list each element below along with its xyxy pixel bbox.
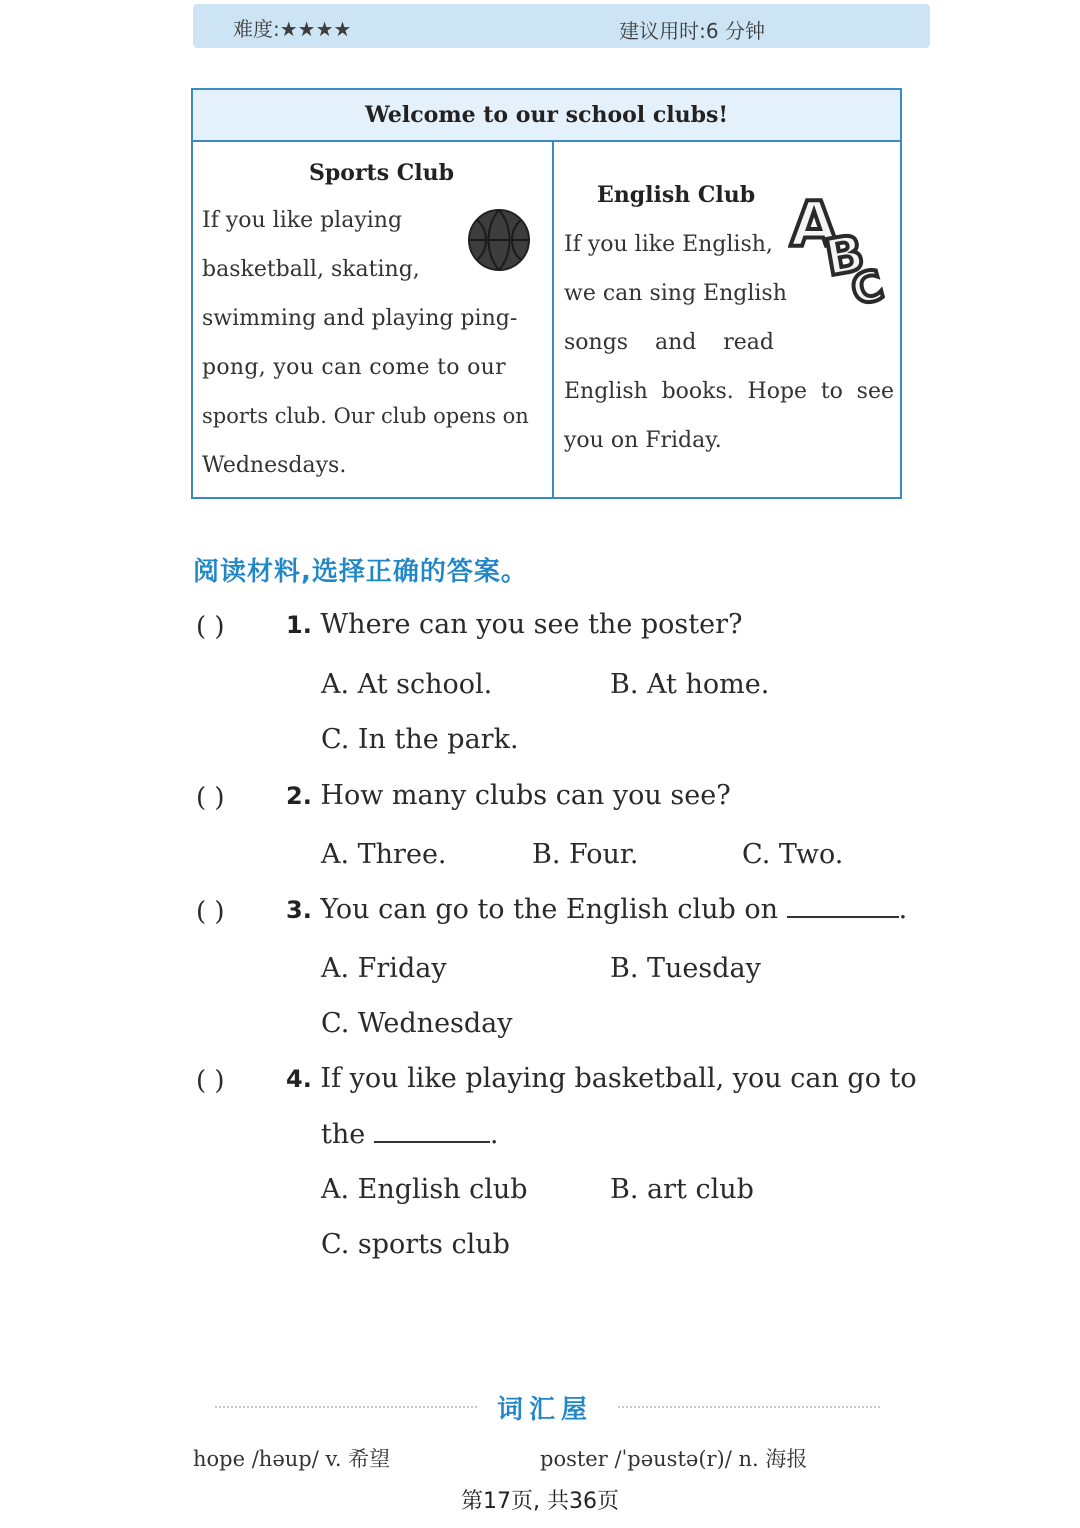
question-text-cont: the <box>321 1119 366 1150</box>
answer-blank[interactable] <box>374 1119 490 1143</box>
question-end: . <box>489 1119 499 1150</box>
answer-bracket[interactable]: ( ) <box>196 783 225 813</box>
question-2 <box>286 780 731 811</box>
option-2b[interactable]: B. Four. <box>532 839 639 870</box>
suggested-time: 建议用时:6 分钟 <box>619 19 765 43</box>
abc-letter-b: B <box>820 223 869 288</box>
text-line: If you like English, <box>564 232 773 257</box>
question-text: If you like playing basketball, you can go to <box>320 1063 917 1094</box>
text-line: If you like playing <box>202 208 403 233</box>
option-1c[interactable]: C. In the park. <box>321 724 519 755</box>
answer-blank[interactable] <box>787 894 899 918</box>
question-text: Where can you see the poster? <box>320 609 743 640</box>
question-end: . <box>898 894 908 925</box>
option-3b[interactable]: B. Tuesday <box>610 953 761 984</box>
text-line: swimming and playing ping- <box>202 306 518 331</box>
basketball-icon <box>467 208 531 276</box>
text-line: basketball, skating, <box>202 257 420 282</box>
answer-bracket[interactable]: ( ) <box>196 897 225 927</box>
answer-bracket[interactable]: ( ) <box>196 1066 225 1096</box>
vocab-item-poster: poster /ˈpəustə(r)/ n. 海报 <box>540 1447 808 1471</box>
question-1 <box>286 609 742 640</box>
option-4c[interactable]: C. sports club <box>321 1229 510 1260</box>
clubs-poster <box>191 88 902 499</box>
question-number: 2. <box>286 782 312 810</box>
option-1a[interactable]: A. At school. <box>321 669 493 700</box>
abc-letter-a: A <box>790 188 838 261</box>
text-line: sports club. Our club opens on <box>202 404 529 428</box>
question-text: How many clubs can you see? <box>320 780 731 811</box>
header-banner <box>193 4 930 48</box>
poster-title: Welcome to our school clubs! <box>193 90 900 142</box>
option-4b[interactable]: B. art club <box>610 1174 754 1205</box>
question-number: 4. <box>286 1065 312 1093</box>
option-3a[interactable]: A. Friday <box>321 953 447 984</box>
vocab-item-hope: hope /həup/ v. 希望 <box>193 1447 391 1471</box>
abc-letters-icon <box>788 188 898 312</box>
text-line: English books. Hope to see <box>564 379 894 404</box>
question-3 <box>286 894 907 925</box>
question-4-continued <box>321 1119 498 1150</box>
option-2c[interactable]: C. Two. <box>742 839 844 870</box>
instruction: 阅读材料,选择正确的答案。 <box>193 557 528 587</box>
option-4a[interactable]: A. English club <box>321 1174 528 1205</box>
option-1b[interactable]: B. At home. <box>610 669 770 700</box>
sports-club-title: Sports Club <box>309 160 454 186</box>
text-line: pong, you can come to our <box>202 355 506 380</box>
question-4 <box>286 1063 917 1094</box>
poster-divider <box>552 142 554 497</box>
text-line: Wednesdays. <box>202 453 347 478</box>
english-club-title: English Club <box>597 182 756 208</box>
dotted-divider <box>215 1406 477 1408</box>
text-line: you on Friday. <box>564 428 722 453</box>
dotted-divider <box>618 1406 880 1408</box>
abc-letter-c: C <box>846 260 889 308</box>
option-3c[interactable]: C. Wednesday <box>321 1008 513 1039</box>
difficulty-rating: 难度:★★★★ <box>233 17 352 41</box>
answer-bracket[interactable]: ( ) <box>196 612 225 642</box>
page-number: 第17页, 共36页 <box>461 1489 619 1514</box>
question-number: 1. <box>286 611 312 639</box>
text-line: we can sing English <box>564 281 787 306</box>
question-text: You can go to the English club on <box>320 894 779 925</box>
option-2a[interactable]: A. Three. <box>321 839 447 870</box>
text-line: songs and read <box>564 330 774 355</box>
question-number: 3. <box>286 896 312 924</box>
vocab-title: 词汇屋 <box>497 1395 594 1425</box>
